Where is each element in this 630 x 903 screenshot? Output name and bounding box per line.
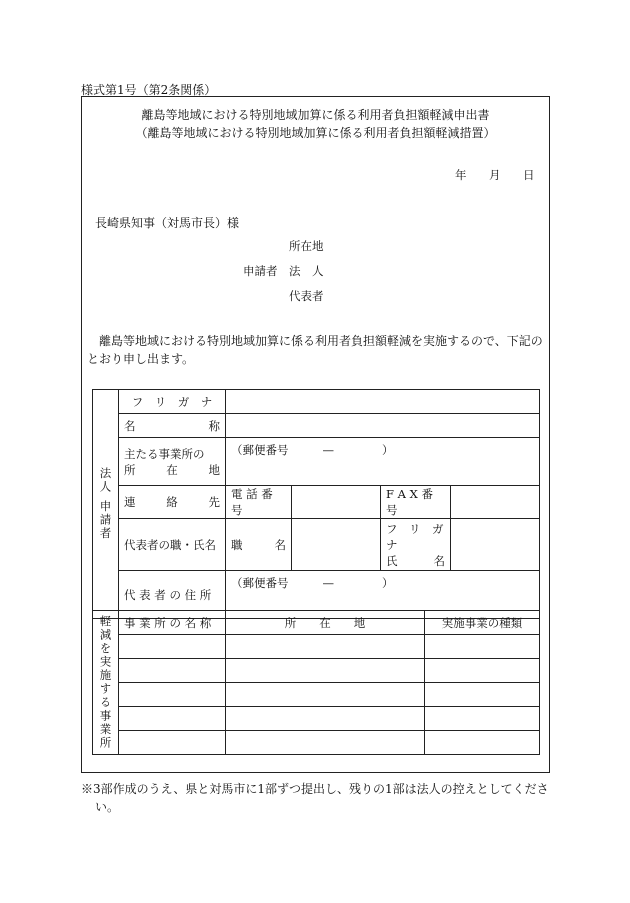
section-offices-label: 軽減を実施する事業所 [93,611,119,755]
phone-label: 電 話 番 号 [226,486,292,519]
service-type-field[interactable] [425,731,540,755]
footnote-line1: ※3部作成のうえ、県と対馬市に1部ずつ提出し、残りの1部は法人の控えとしてくださ [81,782,549,796]
phone-field[interactable] [292,486,381,519]
office-location-field[interactable] [226,731,425,755]
fax-label: F A X 番 号 [381,486,451,519]
rep-address-field[interactable]: （郵便番号 — ） [226,571,540,619]
date-year-label: 年 [455,168,467,182]
service-type-field[interactable] [425,707,540,731]
fax-field[interactable] [451,486,540,519]
table-row [93,659,540,683]
section-applicant-label: 申請者 法人 [93,390,119,619]
rep-name-label: フ リ ガ ナ 氏 名 [381,519,451,571]
table-row [93,683,540,707]
position-label: 職 名 [226,519,292,571]
form-number: 様式第1号（第2条関係） [81,83,217,97]
applicant-corp-label: 法 人 [289,264,324,278]
furigana-field[interactable] [226,390,540,414]
rep-name-field[interactable] [451,519,540,571]
office-location-field[interactable] [226,683,425,707]
rep-position-name-label: 代表者の職・氏名 [119,519,226,571]
name-field[interactable] [226,414,540,438]
office-location-field[interactable] [226,659,425,683]
service-type-field[interactable] [425,635,540,659]
office-table [92,610,540,755]
addressee: 長崎県知事（対馬市長）様 [95,216,240,230]
body-text: 離島等地域における特別地域加算に係る利用者負担額軽減を実施するので、下記のとおり申し出ます。 [87,334,543,366]
position-field[interactable] [292,519,381,571]
date-month-label: 月 [489,168,501,182]
office-name-field[interactable] [119,635,226,659]
office-name-field[interactable] [119,683,226,707]
applicant-rep-label: 代表者 [289,289,324,303]
service-type-header: 実施事業の種類 [425,611,540,635]
service-type-field[interactable] [425,683,540,707]
office-name-field[interactable] [119,707,226,731]
footnote-line2: い。 [95,800,120,814]
office-name-field[interactable] [119,659,226,683]
application-table [92,389,540,619]
rep-address-label: 代 表 者 の 住 所 [119,571,226,619]
applicant-label: 申請者 [243,264,278,278]
office-name-field[interactable] [119,731,226,755]
table-row [93,731,540,755]
form-subtitle: （離島等地域における特別地域加算に係る利用者負担額軽減措置） [135,126,496,140]
main-office-address-field[interactable]: （郵便番号 — ） [226,438,540,486]
date-day-label: 日 [523,168,535,182]
table-row [93,707,540,731]
service-type-field[interactable] [425,659,540,683]
office-location-header: 所 在 地 [226,611,425,635]
furigana-label: フ リ ガ ナ [119,390,226,414]
office-name-header: 事 業 所 の 名 称 [119,611,226,635]
applicant-location-label: 所在地 [289,239,324,253]
contact-label: 連 絡 先 [119,486,226,519]
main-office-label: 主たる事業所の 所 在 地 [119,438,226,486]
table-row [93,635,540,659]
form-title: 離島等地域における特別地域加算に係る利用者負担額軽減申出書 [141,108,490,122]
name-label: 名 称 [119,414,226,438]
office-location-field[interactable] [226,635,425,659]
office-location-field[interactable] [226,707,425,731]
